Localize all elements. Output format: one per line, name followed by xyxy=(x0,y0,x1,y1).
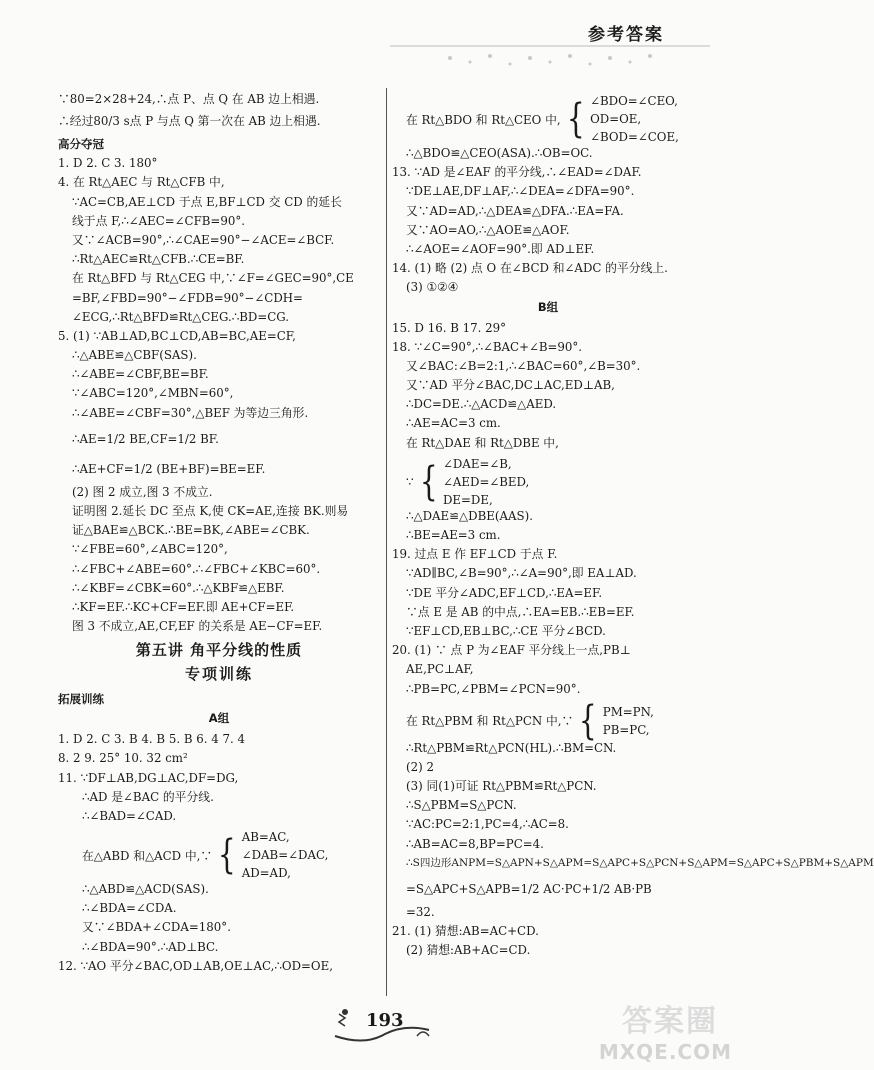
page-number: 193 xyxy=(366,1010,404,1031)
answer-line: 证△BAE≌△BCK.∴BE=BK,∠ABE=∠CBK. xyxy=(72,523,310,538)
answer-line: 21. (1) 猜想:AB=AC+CD. xyxy=(392,924,539,939)
brace-item: ∠DAE=∠B, xyxy=(442,456,512,471)
brace-group-18 xyxy=(392,455,704,509)
answer-line: ∴S△PBM=S△PCN. xyxy=(406,798,517,813)
brace-symbol: { xyxy=(419,458,438,505)
left-column xyxy=(58,92,380,978)
answer-line: ∴∠ABE=∠CBF,BE=BF. xyxy=(72,367,209,382)
section-heading-tuozhan: 拓展训练 xyxy=(58,692,104,707)
answer-line: 19. 过点 E 作 EF⊥CD 于点 F. xyxy=(392,547,558,562)
answer-line: ∴Rt△PBM≌Rt△PCN(HL).∴BM=CN. xyxy=(406,740,617,755)
answer-line: 图 3 不成立,AE,CF,EF 的关系是 AE−CF=EF. xyxy=(72,619,323,634)
answer-line: 在 Rt△BFD 与 Rt△CEG 中,∵∠F=∠GEC=90°,CE xyxy=(72,271,354,286)
answer-line: ∴∠AOE=∠AOF=90°.即 AD⊥EF. xyxy=(406,241,595,256)
brace-group-12 xyxy=(392,92,704,146)
answer-line: ∵EF⊥CD,EB⊥BC,∴CE 平分∠BCD. xyxy=(406,623,606,638)
lecture-subtitle: 专项训练 xyxy=(184,665,253,684)
group-heading-b: B组 xyxy=(537,299,559,314)
header-decoration xyxy=(390,42,710,72)
answer-line: ∵80=2×28+24,∴点 P、点 Q 在 AB 边上相遇. xyxy=(58,92,320,106)
answer-line: ∴∠FBC+∠ABE=60°.∴∠FBC+∠KBC=60°. xyxy=(72,561,321,576)
brace-label: 在 Rt△BDO 和 Rt△CEO 中, xyxy=(406,112,561,127)
answer-line: ∵DE 平分∠ADC,EF⊥CD,∴EA=EF. xyxy=(406,585,603,600)
answer-line: ∵AC=CB,AE⊥CD 于点 E,BF⊥CD 交 CD 的延长 xyxy=(72,194,342,209)
watermark-url: MXQE.COM xyxy=(598,1040,732,1064)
section-heading-gaofen: 高分夺冠 xyxy=(58,137,104,152)
answer-line: ∴经过80/3 s点 P 与点 Q 第一次在 AB 边上相遇. xyxy=(58,114,321,129)
answer-line: 4. 在 Rt△AEC 与 Rt△CFB 中, xyxy=(58,175,225,190)
brace-item: AB=AC, xyxy=(241,830,290,845)
answer-line: ∵AC:PC=2:1,PC=4,∴AC=8. xyxy=(406,817,569,832)
answer-line: (3) 同(1)可证 Rt△PBM≌Rt△PCN. xyxy=(406,779,597,794)
answer-line: ∴AB=AC=8,BP=PC=4. xyxy=(406,836,544,851)
answer-line: ∵DE⊥AE,DF⊥AF,∴∠DEA=∠DFA=90°. xyxy=(406,184,635,199)
answer-line: =BF,∠FBD=90°−∠FDB=90°−∠CDH= xyxy=(72,290,303,305)
answer-line: ∴∠ABE=∠CBF=30°,△BEF 为等边三角形. xyxy=(72,405,309,420)
brace-item: OD=OE, xyxy=(590,112,642,126)
answer-line: ∴△DAE≌△DBE(AAS). xyxy=(406,508,533,523)
brace-symbol: { xyxy=(579,697,597,744)
answer-line: ∴AE+CF=1/2 (BE+BF)=BE=EF. xyxy=(72,461,266,476)
answer-line: (2) 2 xyxy=(406,759,434,774)
answer-line: 又∵∠ACB=90°,∴∠CAE=90°−∠ACE=∠BCF. xyxy=(72,232,335,247)
answer-line: ∵AD∥BC,∠B=90°,∴∠A=90°,即 EA⊥AD. xyxy=(406,566,637,581)
answer-line: ∠ECG,∴Rt△BFD≌Rt△CEG.∴BD=CG. xyxy=(72,309,290,324)
right-column xyxy=(392,92,874,963)
answer-line: 1. D 2. C 3. B 4. B 5. B 6. 4 7. 4 xyxy=(58,732,246,747)
answer-line: ∴AE=1/2 BE,CF=1/2 BF. xyxy=(72,431,219,446)
answer-line: ∴∠BAD=∠CAD. xyxy=(82,808,177,823)
answer-line: 15. D 16. B 17. 29° xyxy=(392,320,507,335)
answer-line: ∴△ABE≌△CBF(SAS). xyxy=(72,348,197,363)
answer-line: 20. (1) ∵ 点 P 为∠EAF 平分线上一点,PB⊥ xyxy=(392,643,631,658)
column-divider xyxy=(386,88,387,996)
answer-line: ∴△ABD≌△ACD(SAS). xyxy=(82,882,209,897)
answer-line: 证明图 2.延长 DC 至点 K,使 CK=AE,连接 BK.则易 xyxy=(72,504,349,518)
answer-line: 又∵AD=AD,∴△DEA≌△DFA.∴EA=FA. xyxy=(406,203,624,218)
answer-line: (2) 猜想:AB+AC=CD. xyxy=(406,943,531,958)
brace-group-11 xyxy=(58,828,380,882)
brace-item: ∠BDO=∠CEO, xyxy=(590,94,678,108)
answer-line: ∴BE=AE=3 cm. xyxy=(406,528,501,542)
answer-line: ∴DC=DE.∴△ACD≌△AED. xyxy=(406,397,557,412)
answer-line: (2) 图 2 成立,图 3 不成立. xyxy=(72,484,213,499)
answer-line: 在 Rt△DAE 和 Rt△DBE 中, xyxy=(406,435,559,450)
brace-item: DE=DE, xyxy=(442,492,493,507)
answer-line: (3) ①②④ xyxy=(406,280,459,295)
brace-symbol: { xyxy=(218,832,236,879)
answer-line: 5. (1) ∵AB⊥AD,BC⊥CD,AB=BC,AE=CF, xyxy=(58,328,296,343)
answer-line: ∴∠KBF=∠CBK=60°.∴△KBF≌△EBF. xyxy=(72,580,285,595)
lecture-title: 第五讲 角平分线的性质 xyxy=(135,641,303,660)
brace-item: ∠DAB=∠DAC, xyxy=(241,848,329,863)
answer-line: ∴KF=EF.∴KC+CF=EF.即 AE+CF=EF. xyxy=(72,599,295,614)
answer-line: ∴AE=AC=3 cm. xyxy=(406,416,501,431)
answer-line: 13. ∵AD 是∠EAF 的平分线,∴∠EAD=∠DAF. xyxy=(392,165,642,180)
answer-line: 11. ∵DF⊥AB,DG⊥AC,DF=DG, xyxy=(58,770,239,785)
answer-line: 线于点 F,∴∠AEC=∠CFB=90°. xyxy=(72,213,245,228)
answer-line: ∴△BDO≌△CEO(ASA).∴OB=OC. xyxy=(406,146,593,160)
answer-line: ∴PB=PC,∠PBM=∠PCN=90°. xyxy=(406,681,581,696)
brace-label: ∵ xyxy=(406,474,414,489)
answer-line: 又∵AD 平分∠BAC,DC⊥AC,ED⊥AB, xyxy=(406,378,615,393)
answer-line: ∵∠ABC=120°,∠MBN=60°, xyxy=(72,386,234,401)
answer-line: ∵点 E 是 AB 的中点,∴EA=EB.∴EB=EF. xyxy=(406,604,635,619)
answer-line: ∵∠FBE=60°,∠ABC=120°, xyxy=(72,542,228,557)
answer-line: ∴S四边形ANPM=S△APN+S△APM=S△APC+S△PCN+S△APM=S△APC+S△PBM+S△APM xyxy=(406,856,874,869)
answer-line: ∴∠BDA=90°.∴AD⊥BC. xyxy=(82,939,219,954)
brace-item: PB=PC, xyxy=(602,722,650,737)
brace-symbol: { xyxy=(566,96,585,142)
answer-line: 1. D 2. C 3. 180° xyxy=(58,156,158,171)
brace-label: 在△ABD 和△ACD 中,∵ xyxy=(82,848,213,863)
brace-item: ∠BOD=∠COE, xyxy=(590,130,679,144)
brace-item: ∠AED=∠BED, xyxy=(442,474,530,489)
answer-line: ∴∠BDA=∠CDA. xyxy=(82,901,177,916)
answer-line: 18. ∵∠C=90°,∴∠BAC+∠B=90°. xyxy=(392,339,583,354)
watermark-logo-text: 答案圈 xyxy=(622,1004,718,1039)
answer-line: =S△APC+S△APB=1/2 AC·PC+1/2 AB·PB xyxy=(406,882,652,896)
answer-line: 8. 2 9. 25° 10. 32 cm² xyxy=(58,751,188,766)
answer-line: 14. (1) 略 (2) 点 O 在∠BCD 和∠ADC 的平分线上. xyxy=(392,261,668,276)
group-heading-a: A组 xyxy=(208,711,230,726)
brace-label: 在 Rt△PBM 和 Rt△PCN 中,∵ xyxy=(406,714,574,729)
brace-item: AD=AD, xyxy=(241,866,291,881)
answer-line: ∴Rt△AEC≌Rt△CFB.∴CE=BF. xyxy=(72,252,245,267)
answer-line: ∴AD 是∠BAC 的平分线. xyxy=(82,789,214,804)
answer-line: 又∵AO=AO,∴△AOE≌△AOF. xyxy=(406,222,570,237)
answer-line: 12. ∵AO 平分∠BAC,OD⊥AB,OE⊥AC,∴OD=OE, xyxy=(58,958,333,973)
answer-line: 又∵∠BDA+∠CDA=180°. xyxy=(82,920,231,935)
page-header-title: 参考答案 xyxy=(588,25,664,45)
answer-line: =32. xyxy=(406,905,435,919)
brace-item: PM=PN, xyxy=(602,704,654,719)
answer-line: AE,PC⊥AF, xyxy=(406,662,474,677)
answer-line: 又∠BAC:∠B=2:1,∴∠BAC=60°,∠B=30°. xyxy=(406,358,641,373)
brace-group-20 xyxy=(392,697,704,744)
